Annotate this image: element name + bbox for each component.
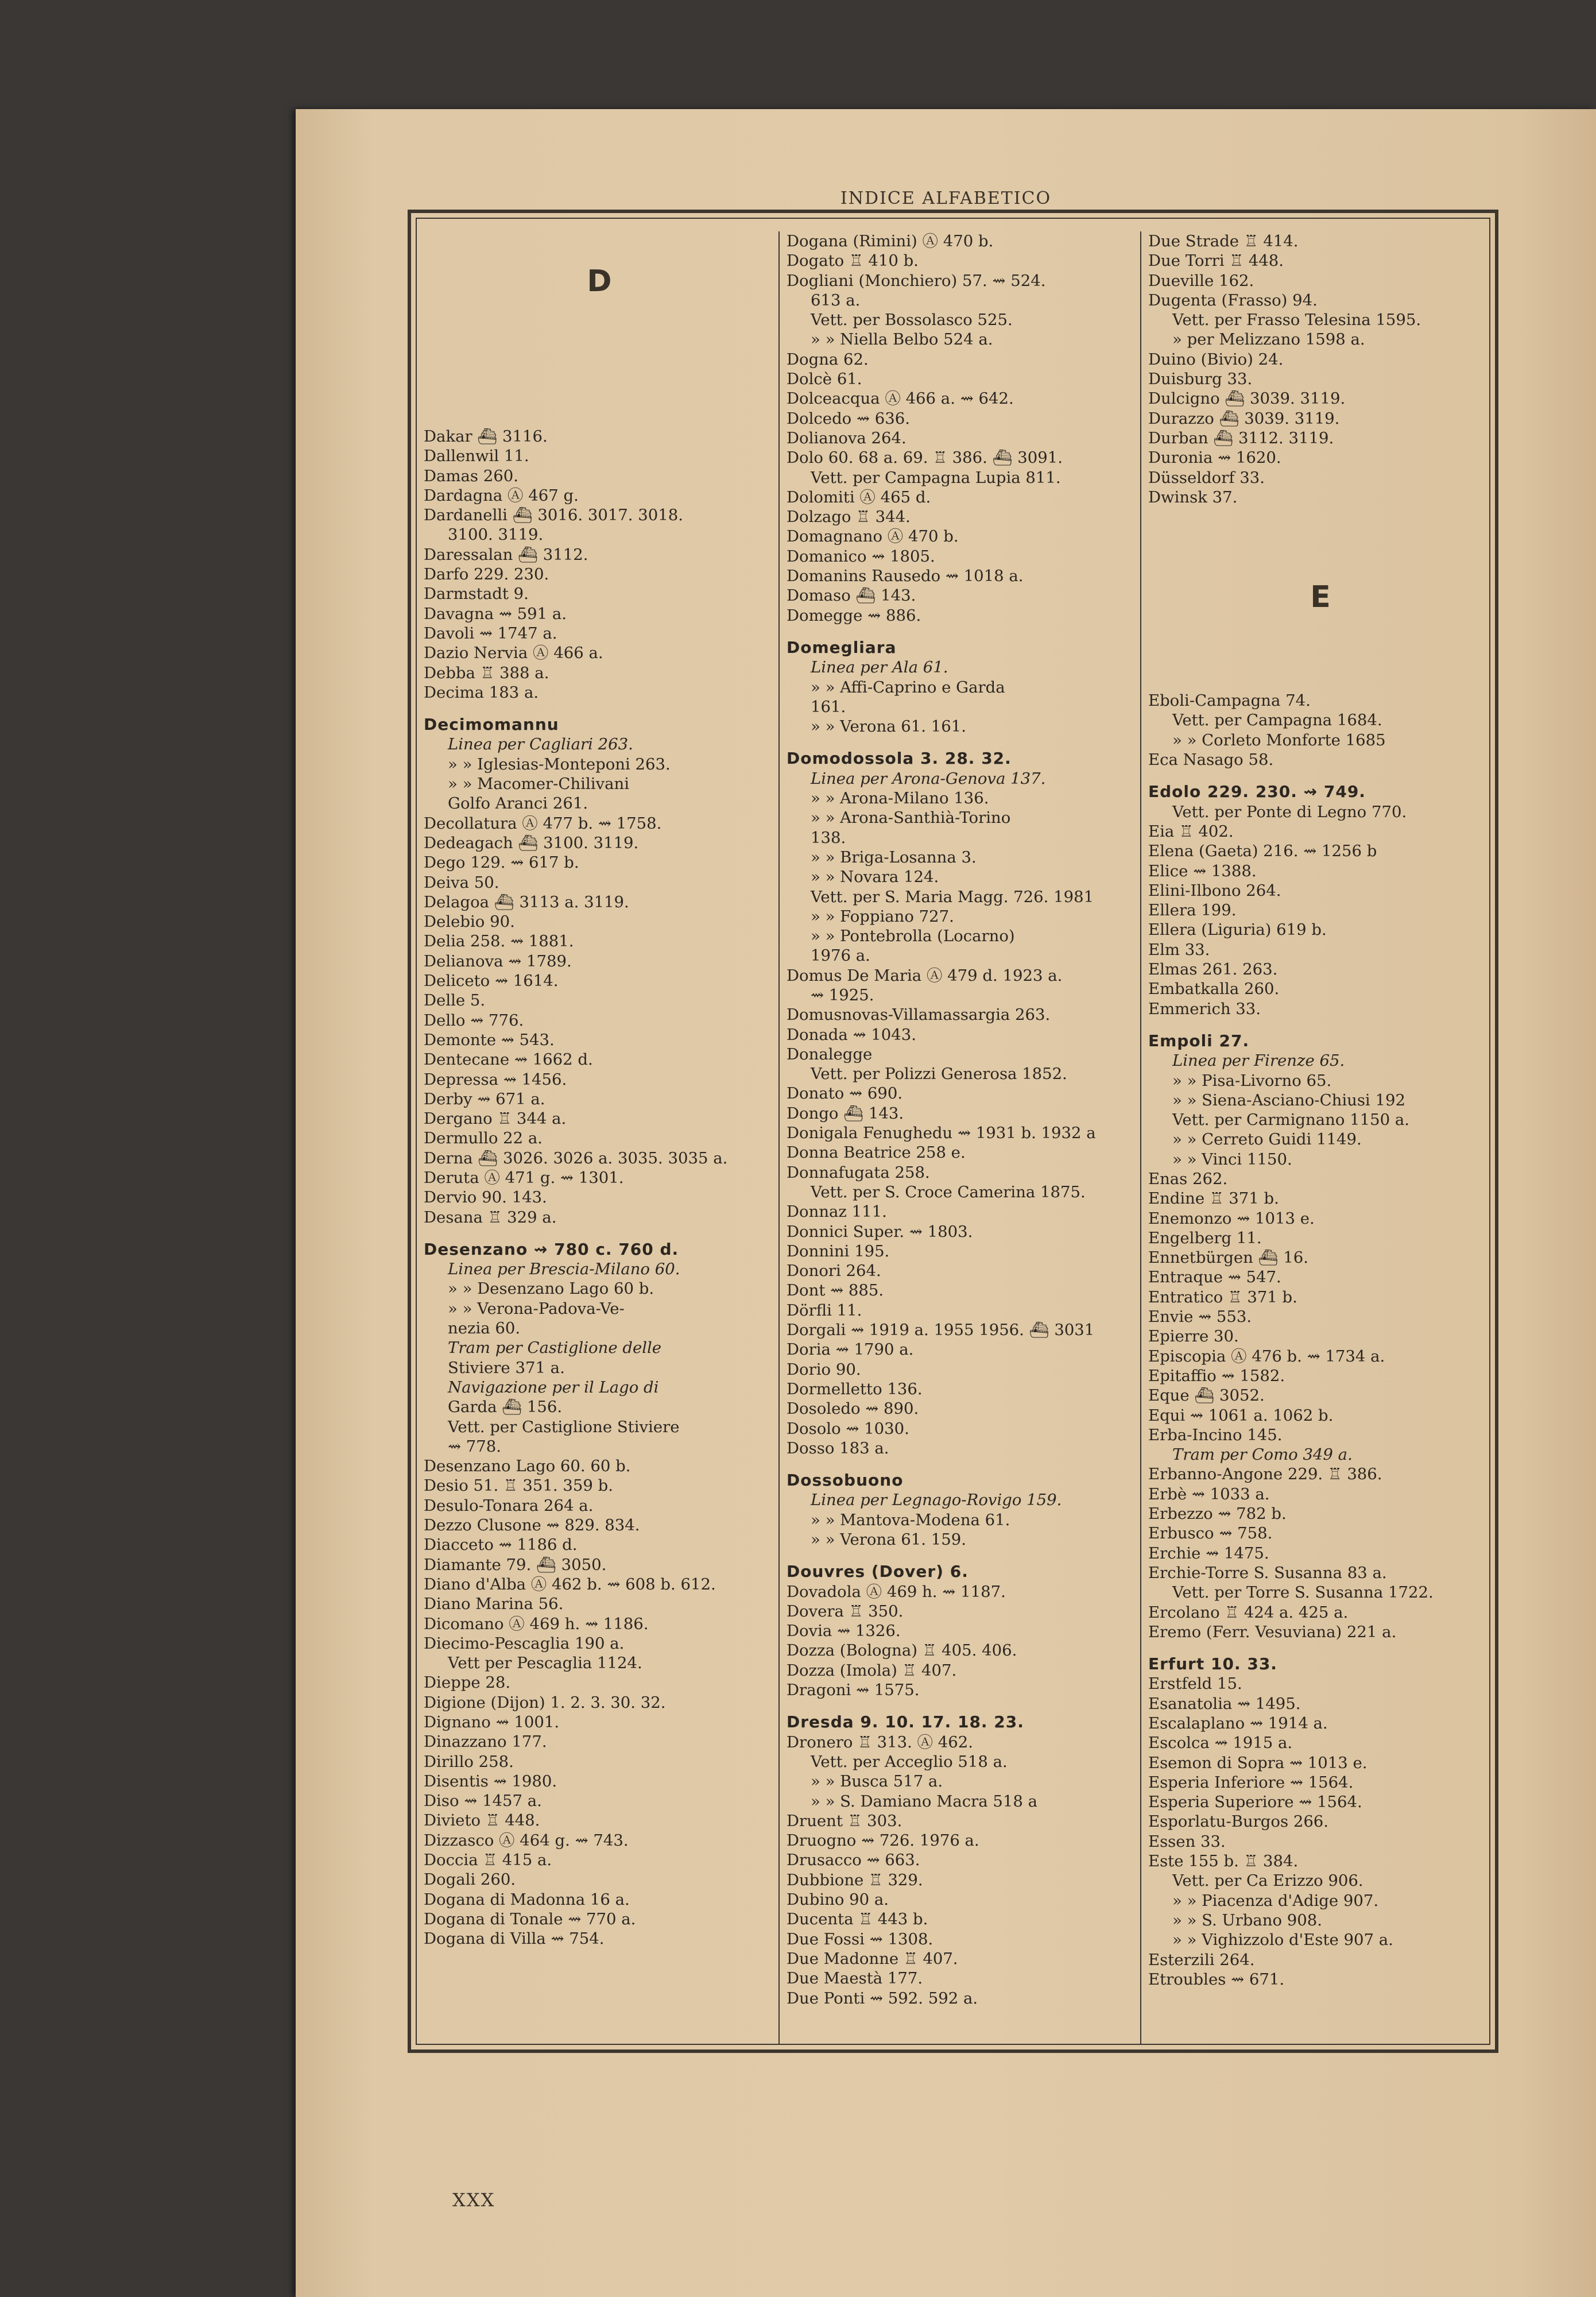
index-entry: Dont ⇝ 885.	[787, 1281, 884, 1300]
index-entry: Elmas 261. 263.	[1148, 960, 1278, 979]
index-entry: Elena (Gaeta) 216. ⇝ 1256 b	[1148, 842, 1377, 861]
index-entry: Dolcè 61.	[787, 370, 862, 389]
index-heading: Domodossola 3. 28. 32.	[787, 749, 1012, 768]
index-subentry: » » Vighizzolo d'Este 907 a.	[1172, 1931, 1393, 1950]
index-subentry: Linea per Firenze 65.	[1172, 1051, 1345, 1070]
index-entry: Dogali 260.	[424, 1870, 516, 1889]
index-entry: Diano Marina 56.	[424, 1595, 564, 1614]
index-entry: Erbanno-Angone 229. ♖ 386.	[1148, 1465, 1382, 1484]
index-entry: Erstfeld 15.	[1148, 1675, 1242, 1693]
index-entry: Esporlatu-Burgos 266.	[1148, 1812, 1329, 1831]
index-entry: Dormelletto 136.	[787, 1379, 923, 1398]
index-entry: Ducenta ♖ 443 b.	[787, 1910, 928, 1929]
index-entry: Ellera (Liguria) 619 b.	[1148, 921, 1327, 939]
index-column-3	[1140, 231, 1496, 2044]
index-subentry: » » Piacenza d'Adige 907.	[1172, 1891, 1379, 1910]
index-subentry: » » S. Damiano Macra 518 a	[811, 1792, 1038, 1811]
index-entry: Esemon di Sopra ⇝ 1013 e.	[1148, 1753, 1368, 1772]
index-subentry: » » Verona 61. 161.	[811, 717, 966, 736]
index-entry: Domegge ⇝ 886.	[787, 606, 921, 625]
index-entry: Decima 183 a.	[424, 683, 539, 702]
index-entry: Duino (Bivio) 24.	[1148, 350, 1284, 369]
index-entry: Drusacco ⇝ 663.	[787, 1851, 920, 1870]
index-entry: Esterzili 264.	[1148, 1950, 1255, 1969]
index-heading: Erfurt 10. 33.	[1148, 1654, 1277, 1674]
index-subentry: 3100. 3119.	[448, 525, 544, 544]
index-subentry: » » Siena-Asciano-Chiusi 192	[1172, 1091, 1405, 1109]
index-entry: Dergano ♖ 344 a.	[424, 1109, 567, 1128]
index-entry: Erbusco ⇝ 758.	[1148, 1524, 1273, 1543]
index-entry: Dugenta (Frasso) 94.	[1148, 291, 1318, 310]
index-subentry: » » Verona-Padova-Ve-	[448, 1299, 625, 1318]
index-entry: Eque ⛴ 3052.	[1148, 1386, 1265, 1405]
index-entry: Dego 129. ⇝ 617 b.	[424, 853, 579, 872]
index-entry: Derna ⛴ 3026. 3026 a. 3035. 3035 a.	[424, 1148, 728, 1167]
index-entry: Deiva 50.	[424, 873, 499, 892]
index-entry: Entratico ♖ 371 b.	[1148, 1287, 1297, 1306]
index-subentry: Vett. per Carmignano 1150 a.	[1172, 1111, 1409, 1130]
index-entry: Domus De Maria Ⓐ 479 d. 1923 a.	[787, 966, 1063, 985]
index-entry: Erchie ⇝ 1475.	[1148, 1544, 1269, 1563]
index-entry: Dogato ♖ 410 b.	[787, 252, 919, 270]
index-subentry: » » Corleto Monforte 1685	[1172, 730, 1386, 749]
index-entry: Esperia Superiore ⇝ 1564.	[1148, 1793, 1362, 1812]
index-entry: Emmerich 33.	[1148, 999, 1261, 1018]
index-entry: Desulo-Tonara 264 a.	[424, 1496, 594, 1515]
index-entry: Dardanelli ⛴ 3016. 3017. 3018.	[424, 506, 684, 525]
index-entry: Dovia ⇝ 1326.	[787, 1622, 901, 1641]
index-entry: Düsseldorf 33.	[1148, 468, 1265, 487]
index-entry: Dosoledo ⇝ 890.	[787, 1399, 919, 1418]
index-subentry: Navigazione per il Lago di	[448, 1378, 659, 1397]
index-heading: Douvres (Dover) 6.	[787, 1562, 969, 1581]
index-frame-inner	[416, 218, 1490, 2045]
entry-gap	[787, 1549, 1137, 1562]
index-subentry: » » Pisa-Livorno 65.	[1172, 1071, 1332, 1090]
index-subentry: Linea per Cagliari 263.	[448, 735, 633, 754]
index-entry: Dosso 183 a.	[787, 1438, 889, 1457]
index-entry: Dovadola Ⓐ 469 h. ⇝ 1187.	[787, 1582, 1006, 1601]
index-entry: Dignano ⇝ 1001.	[424, 1713, 560, 1731]
index-heading: Dresda 9. 10. 17. 18. 23.	[787, 1712, 1024, 1732]
index-heading: Domegliara	[787, 637, 897, 657]
index-subentry: 613 a.	[811, 291, 861, 310]
index-entry: Due Torri ♖ 448.	[1148, 252, 1284, 270]
index-entry: Elice ⇝ 1388.	[1148, 861, 1257, 880]
index-entry: Divieto ♖ 448.	[424, 1811, 540, 1830]
index-frame	[408, 210, 1498, 2053]
index-entry: Dieppe 28.	[424, 1673, 511, 1692]
index-entry: Dubino 90 a.	[787, 1890, 889, 1909]
entry-gap	[1148, 1019, 1493, 1031]
index-entry: Delia 258. ⇝ 1881.	[424, 932, 574, 951]
index-entry: Donnici Super. ⇝ 1803.	[787, 1222, 973, 1241]
index-entry: Durban ⛴ 3112. 3119.	[1148, 428, 1334, 447]
index-entry: Este 155 b. ♖ 384.	[1148, 1852, 1299, 1871]
index-subentry: » » Niella Belbo 524 a.	[811, 330, 993, 349]
section-letter: D	[587, 264, 612, 299]
index-entry: Dolcedo ⇝ 636.	[787, 409, 910, 428]
index-entry: Dogana (Rimini) Ⓐ 470 b.	[787, 232, 994, 250]
page-number: XXX	[452, 2189, 495, 2211]
index-subentry: Vett. per Campagna 1684.	[1172, 711, 1382, 730]
index-subentry: » » Desenzano Lago 60 b.	[448, 1279, 654, 1298]
index-entry: Druogno ⇝ 726. 1976 a.	[787, 1831, 979, 1850]
index-entry: Dentecane ⇝ 1662 d.	[424, 1050, 593, 1069]
index-entry: Dogana di Villa ⇝ 754.	[424, 1929, 605, 1948]
index-entry: Dolo 60. 68 a. 69. ♖ 386. ⛴ 3091.	[787, 448, 1063, 467]
index-subentry: Vett. per Acceglio 518 a.	[811, 1752, 1008, 1771]
index-column-1	[417, 231, 778, 2044]
index-entry: Demonte ⇝ 543.	[424, 1030, 555, 1049]
index-entry: Engelberg 11.	[1148, 1228, 1262, 1247]
index-entry: Dwinsk 37.	[1148, 488, 1238, 506]
section-letter: E	[1310, 580, 1331, 615]
index-entry: Dermullo 22 a.	[424, 1129, 543, 1148]
index-entry: Due Fossi ⇝ 1308.	[787, 1929, 933, 1948]
index-entry: Dosolo ⇝ 1030.	[787, 1419, 909, 1438]
index-entry: Eca Nasago 58.	[1148, 751, 1274, 769]
index-heading: Empoli 27.	[1148, 1031, 1250, 1050]
index-entry: Endine ♖ 371 b.	[1148, 1189, 1279, 1208]
index-entry: Ellera 199.	[1148, 901, 1237, 920]
index-entry: Donada ⇝ 1043.	[787, 1025, 916, 1044]
index-entry: Dello ⇝ 776.	[424, 1011, 524, 1030]
index-entry: Enemonzo ⇝ 1013 e.	[1148, 1209, 1315, 1228]
index-entry: Dizzasco Ⓐ 464 g. ⇝ 743.	[424, 1831, 629, 1850]
index-subentry: Vett. per Ca Erizzo 906.	[1172, 1871, 1363, 1890]
index-entry: Erbè ⇝ 1033 a.	[1148, 1484, 1270, 1503]
index-entry: Escalaplano ⇝ 1914 a.	[1148, 1714, 1328, 1733]
index-entry: Daressalan ⛴ 3112.	[424, 545, 588, 564]
index-heading: Edolo 229. 230. ⇝ 749.	[1148, 782, 1366, 802]
index-entry: Ercolano ♖ 424 a. 425 a.	[1148, 1603, 1349, 1622]
index-subentry: nezia 60.	[448, 1319, 521, 1338]
index-entry: Dolzago ♖ 344.	[787, 508, 911, 527]
index-entry: Donnini 195.	[787, 1242, 890, 1260]
index-subentry: Linea per Ala 61.	[811, 658, 948, 677]
index-subentry: Vett. per S. Maria Magg. 726. 1981	[811, 887, 1094, 906]
index-entry: Ennetbürgen ⛴ 16.	[1148, 1248, 1309, 1267]
index-entry: Esanatolia ⇝ 1495.	[1148, 1694, 1301, 1713]
index-subentry: » » Vinci 1150.	[1172, 1150, 1292, 1169]
index-entry: Dogana di Tonale ⇝ 770 a.	[424, 1909, 636, 1928]
index-entry: Domanins Rausedo ⇝ 1018 a.	[787, 567, 1024, 586]
index-entry: Donori 264.	[787, 1262, 881, 1281]
index-entry: Dozza (Imola) ♖ 407.	[787, 1661, 957, 1680]
index-entry: Derby ⇝ 671 a.	[424, 1089, 545, 1108]
index-entry: Escolca ⇝ 1915 a.	[1148, 1734, 1293, 1753]
index-entry: Embatkalla 260.	[1148, 980, 1280, 999]
index-heading: Dossobuono	[787, 1471, 904, 1490]
index-subentry: » » Verona 61. 159.	[811, 1530, 966, 1549]
index-subentry: » » Busca 517 a.	[811, 1772, 943, 1791]
index-subentry: » » Foppiano 727.	[811, 907, 954, 926]
index-entry: Damas 260.	[424, 466, 518, 485]
index-subentry: » » S. Urbano 908.	[1172, 1911, 1323, 1929]
entry-gap	[787, 625, 1137, 638]
index-subentry: » » Arona-Milano 136.	[811, 789, 989, 808]
index-entry: Episcopia Ⓐ 476 b. ⇝ 1734 a.	[1148, 1347, 1385, 1366]
index-entry: Erchie-Torre S. Susanna 83 a.	[1148, 1563, 1387, 1582]
index-entry: Desio 51. ♖ 351. 359 b.	[424, 1476, 613, 1495]
index-entry: Dedeagach ⛴ 3100. 3119.	[424, 833, 639, 852]
index-entry: Diamante 79. ⛴ 3050.	[424, 1555, 607, 1574]
index-entry: Dorgali ⇝ 1919 a. 1955 1956. ⛴ 3031	[787, 1321, 1095, 1340]
index-entry: Dubbione ♖ 329.	[787, 1870, 923, 1889]
index-entry: Decollatura Ⓐ 477 b. ⇝ 1758.	[424, 814, 662, 833]
index-entry: Domanico ⇝ 1805.	[787, 547, 935, 566]
index-entry: Donna Beatrice 258 e.	[787, 1143, 966, 1162]
index-entry: Druent ♖ 303.	[787, 1811, 902, 1830]
index-column-2	[778, 231, 1140, 2044]
index-entry: Dardagna Ⓐ 467 g.	[424, 486, 579, 505]
index-entry: Duisburg 33.	[1148, 370, 1253, 389]
index-subentry: 161.	[811, 697, 846, 716]
index-entry: Entraque ⇝ 547.	[1148, 1268, 1281, 1287]
index-subentry: Tram per Castiglione delle	[448, 1339, 662, 1358]
index-entry: Dolianova 264.	[787, 428, 907, 447]
index-entry: Dallenwil 11.	[424, 447, 529, 466]
index-entry: Dovera ♖ 350.	[787, 1602, 904, 1621]
index-entry: Dazio Nervia Ⓐ 466 a.	[424, 644, 603, 663]
index-entry: Dinazzano 177.	[424, 1733, 547, 1751]
index-entry: Eremo (Ferr. Vesuviana) 221 a.	[1148, 1622, 1397, 1641]
index-entry: Davoli ⇝ 1747 a.	[424, 624, 557, 643]
index-entry: Delle 5.	[424, 991, 486, 1010]
index-entry: Dakar ⛴ 3116.	[424, 427, 548, 446]
index-entry: Delagoa ⛴ 3113 a. 3119.	[424, 892, 629, 911]
index-entry: Dulcigno ⛴ 3039. 3119.	[1148, 389, 1346, 408]
index-subentry: » » Cerreto Guidi 1149.	[1172, 1130, 1362, 1149]
index-entry: Delebio 90.	[424, 912, 515, 931]
index-entry: Davagna ⇝ 591 a.	[424, 604, 567, 623]
index-entry: Dronero ♖ 313. Ⓐ 462.	[787, 1733, 974, 1751]
index-subentry: » » Macomer-Chilivani	[448, 775, 630, 794]
index-entry: Dogana di Madonna 16 a.	[424, 1890, 630, 1909]
index-entry: Dorio 90.	[787, 1360, 861, 1379]
index-entry: Donalegge	[787, 1045, 873, 1064]
page-header: INDICE ALFABETICO	[840, 188, 1052, 208]
index-entry: Dervio 90. 143.	[424, 1188, 547, 1207]
index-entry: Dongo ⛴ 143.	[787, 1104, 904, 1123]
index-entry: Disentis ⇝ 1980.	[424, 1772, 557, 1791]
index-entry: Desana ♖ 329 a.	[424, 1208, 557, 1227]
index-entry: Digione (Dijon) 1. 2. 3. 30. 32.	[424, 1693, 666, 1712]
index-entry: Donnafugata 258.	[787, 1163, 930, 1182]
index-entry: Duronia ⇝ 1620.	[1148, 448, 1281, 467]
index-entry: Doria ⇝ 1790 a.	[787, 1340, 914, 1359]
index-subentry: 1976 a.	[811, 946, 870, 965]
index-entry: Enas 262.	[1148, 1169, 1228, 1188]
index-entry: Dolceacqua Ⓐ 466 a. ⇝ 642.	[787, 389, 1014, 408]
index-subentry: Linea per Brescia-Milano 60.	[448, 1260, 680, 1279]
index-subentry: ⇝ 778.	[448, 1437, 502, 1456]
index-entry: Depressa ⇝ 1456.	[424, 1070, 567, 1089]
index-subentry: » per Melizzano 1598 a.	[1172, 330, 1365, 349]
entry-gap	[1148, 1642, 1493, 1654]
index-entry: Dörfli 11.	[787, 1301, 862, 1320]
index-entry: Due Madonne ♖ 407.	[787, 1949, 958, 1968]
index-subentry: Vett per Pescaglia 1124.	[448, 1654, 642, 1673]
index-subentry: » » Pontebrolla (Locarno)	[811, 927, 1015, 946]
index-subentry: ⇝ 1925.	[811, 985, 874, 1004]
index-entry: Domaso ⛴ 143.	[787, 586, 916, 605]
index-entry: Durazzo ⛴ 3039. 3119.	[1148, 409, 1340, 428]
index-subentry: Golfo Aranci 261.	[448, 794, 588, 813]
index-entry: Equi ⇝ 1061 a. 1062 b.	[1148, 1406, 1334, 1425]
index-entry: Eboli-Campagna 74.	[1148, 691, 1311, 710]
index-entry: Etroubles ⇝ 671.	[1148, 1970, 1285, 1989]
index-entry: Dogliani (Monchiero) 57. ⇝ 524.	[787, 271, 1046, 290]
entry-gap	[787, 1458, 1137, 1471]
index-entry: Diano d'Alba Ⓐ 462 b. ⇝ 608 b. 612.	[424, 1575, 716, 1594]
entry-gap	[424, 702, 775, 715]
index-entry: Donnaz 111.	[787, 1202, 887, 1221]
index-entry: Deliceto ⇝ 1614.	[424, 972, 559, 991]
index-entry: Darfo 229. 230.	[424, 565, 549, 584]
entry-gap	[787, 736, 1137, 749]
index-subentry: Vett. per Torre S. Susanna 1722.	[1172, 1583, 1434, 1602]
index-entry: Due Ponti ⇝ 592. 592 a.	[787, 1989, 978, 2008]
index-subentry: Tram per Como 349 a.	[1172, 1445, 1353, 1464]
index-entry: Elm 33.	[1148, 940, 1210, 959]
index-entry: Delianova ⇝ 1789.	[424, 952, 572, 970]
index-subentry: Vett. per Campagna Lupia 811.	[811, 468, 1061, 487]
index-entry: Erbezzo ⇝ 782 b.	[1148, 1505, 1287, 1523]
index-entry: Envie ⇝ 553.	[1148, 1308, 1252, 1327]
index-subentry: Stiviere 371 a.	[448, 1358, 565, 1377]
index-entry: Erba-Incino 145.	[1148, 1425, 1283, 1444]
index-entry: Dueville 162.	[1148, 271, 1254, 290]
index-entry: Esperia Inferiore ⇝ 1564.	[1148, 1773, 1354, 1792]
index-subentry: Vett. per Bossolasco 525.	[811, 311, 1013, 330]
book-page	[296, 109, 1596, 2297]
index-entry: Epierre 30.	[1148, 1327, 1239, 1346]
index-entry: Diacceto ⇝ 1186 d.	[424, 1536, 578, 1554]
index-subentry: 138.	[811, 828, 846, 847]
entry-gap	[424, 1227, 775, 1240]
index-entry: Domagnano Ⓐ 470 b.	[787, 527, 959, 546]
index-subentry: Linea per Legnago-Rovigo 159.	[811, 1491, 1062, 1510]
index-heading: Desenzano ⇝ 780 c. 760 d.	[424, 1239, 679, 1259]
index-subentry: Vett. per Frasso Telesina 1595.	[1172, 311, 1421, 330]
index-subentry: Vett. per Ponte di Legno 770.	[1172, 802, 1407, 821]
index-entry: Dragoni ⇝ 1575.	[787, 1681, 920, 1700]
index-entry: Diso ⇝ 1457 a.	[424, 1792, 542, 1811]
index-entry: Doccia ♖ 415 a.	[424, 1851, 552, 1870]
index-entry: Donato ⇝ 690.	[787, 1084, 903, 1103]
index-entry: Darmstadt 9.	[424, 585, 529, 604]
index-heading: Decimomannu	[424, 715, 559, 734]
index-entry: Domusnovas-Villamassargia 263.	[787, 1006, 1051, 1024]
index-entry: Dicomano Ⓐ 469 h. ⇝ 1186.	[424, 1614, 649, 1633]
index-entry: Essen 33.	[1148, 1832, 1226, 1851]
index-subentry: » » Mantova-Modena 61.	[811, 1510, 1010, 1529]
index-entry: Dezzo Clusone ⇝ 829. 834.	[424, 1516, 640, 1535]
index-entry: Eia ♖ 402.	[1148, 822, 1234, 841]
index-entry: Dozza (Bologna) ♖ 405. 406.	[787, 1641, 1017, 1660]
index-subentry: » » Affi-Caprino e Garda	[811, 678, 1005, 697]
index-subentry: Vett. per S. Croce Camerina 1875.	[811, 1182, 1086, 1201]
index-entry: Dirillo 258.	[424, 1752, 514, 1771]
section-block	[424, 231, 775, 427]
index-entry: Desenzano Lago 60. 60 b.	[424, 1457, 631, 1476]
entry-gap	[1148, 769, 1493, 782]
section-block	[1148, 507, 1493, 691]
index-entry: Dogna 62.	[787, 350, 869, 369]
index-entry: Elini-Ilbono 264.	[1148, 881, 1281, 900]
index-entry: Due Maestà 177.	[787, 1969, 923, 1988]
entry-gap	[787, 1700, 1137, 1712]
index-subentry: Garda ⛴ 156.	[448, 1398, 563, 1417]
index-subentry: Vett. per Polizzi Generosa 1852.	[811, 1065, 1067, 1084]
index-subentry: » » Iglesias-Monteponi 263.	[448, 755, 671, 774]
index-entry: Diecimo-Pescaglia 190 a.	[424, 1634, 625, 1653]
index-subentry: Linea per Arona-Genova 137.	[811, 769, 1046, 788]
index-entry: Debba ♖ 388 a.	[424, 663, 549, 682]
index-subentry: » » Briga-Losanna 3.	[811, 848, 977, 867]
index-entry: Dolomiti Ⓐ 465 d.	[787, 488, 931, 506]
index-subentry: » » Novara 124.	[811, 868, 939, 887]
index-entry: Deruta Ⓐ 471 g. ⇝ 1301.	[424, 1168, 624, 1187]
index-subentry: Vett. per Castiglione Stiviere	[448, 1417, 680, 1436]
index-entry: Epitaffio ⇝ 1582.	[1148, 1366, 1285, 1385]
index-entry: Donigala Fenughedu ⇝ 1931 b. 1932 a	[787, 1124, 1096, 1143]
index-subentry: » » Arona-Santhià-Torino	[811, 809, 1011, 827]
index-entry: Due Strade ♖ 414.	[1148, 232, 1299, 250]
